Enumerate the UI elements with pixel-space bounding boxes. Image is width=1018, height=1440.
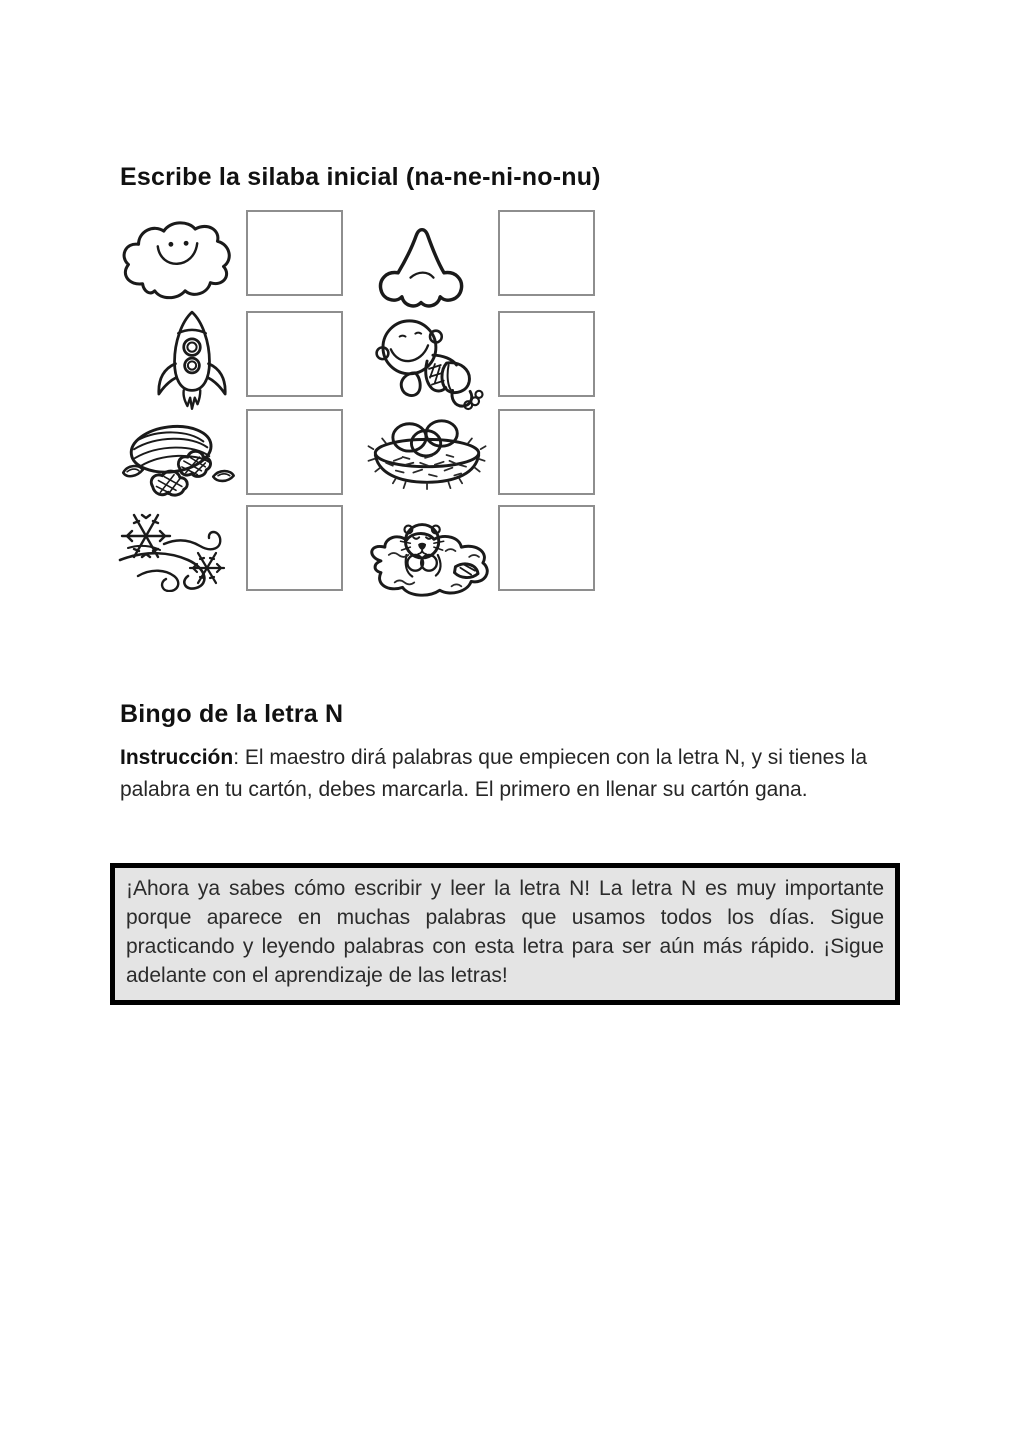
page-title: Escribe la silaba inicial (na-ne-ni-no-nu) — [120, 163, 601, 191]
answer-input-nose[interactable] — [498, 210, 595, 296]
rocket-image — [146, 306, 238, 414]
instruction-text: : El maestro dirá palabras que empiecen con la letra N, y si tienes la palabra en tu cartón, debes marcarla. El primero en llenar su cartón gana. — [120, 746, 868, 801]
answer-input-cloud[interactable] — [246, 210, 343, 296]
answer-input-snowflakes[interactable] — [246, 505, 343, 591]
answer-input-nuts[interactable] — [246, 409, 343, 495]
encouragement-note-text: ¡Ahora ya sabes cómo escribir y leer la letra N! La letra N es muy importante porque aparece en muchas palabras que usamos todos los días. Sigue practicando y leyendo palabras con esta letra para ser aún más rápido. ¡Sigue adelante con el aprendizaje de las letras! — [126, 877, 884, 987]
nose-image — [371, 223, 473, 315]
encouragement-note-box — [110, 863, 900, 1005]
answer-input-rocket[interactable] — [246, 311, 343, 397]
bingo-instruction — [120, 742, 906, 805]
otter-image — [358, 504, 498, 604]
baby-image — [369, 316, 491, 412]
nuts-image — [114, 418, 240, 506]
answer-input-baby[interactable] — [498, 311, 595, 397]
snowflakes-image — [112, 504, 242, 592]
answer-input-otter[interactable] — [498, 505, 595, 591]
nest-image — [365, 414, 491, 494]
instruction-label: Instrucción — [120, 746, 234, 769]
bingo-section-title: Bingo de la letra N — [120, 700, 344, 728]
cloud-image — [117, 220, 239, 306]
answer-input-nest[interactable] — [498, 409, 595, 495]
